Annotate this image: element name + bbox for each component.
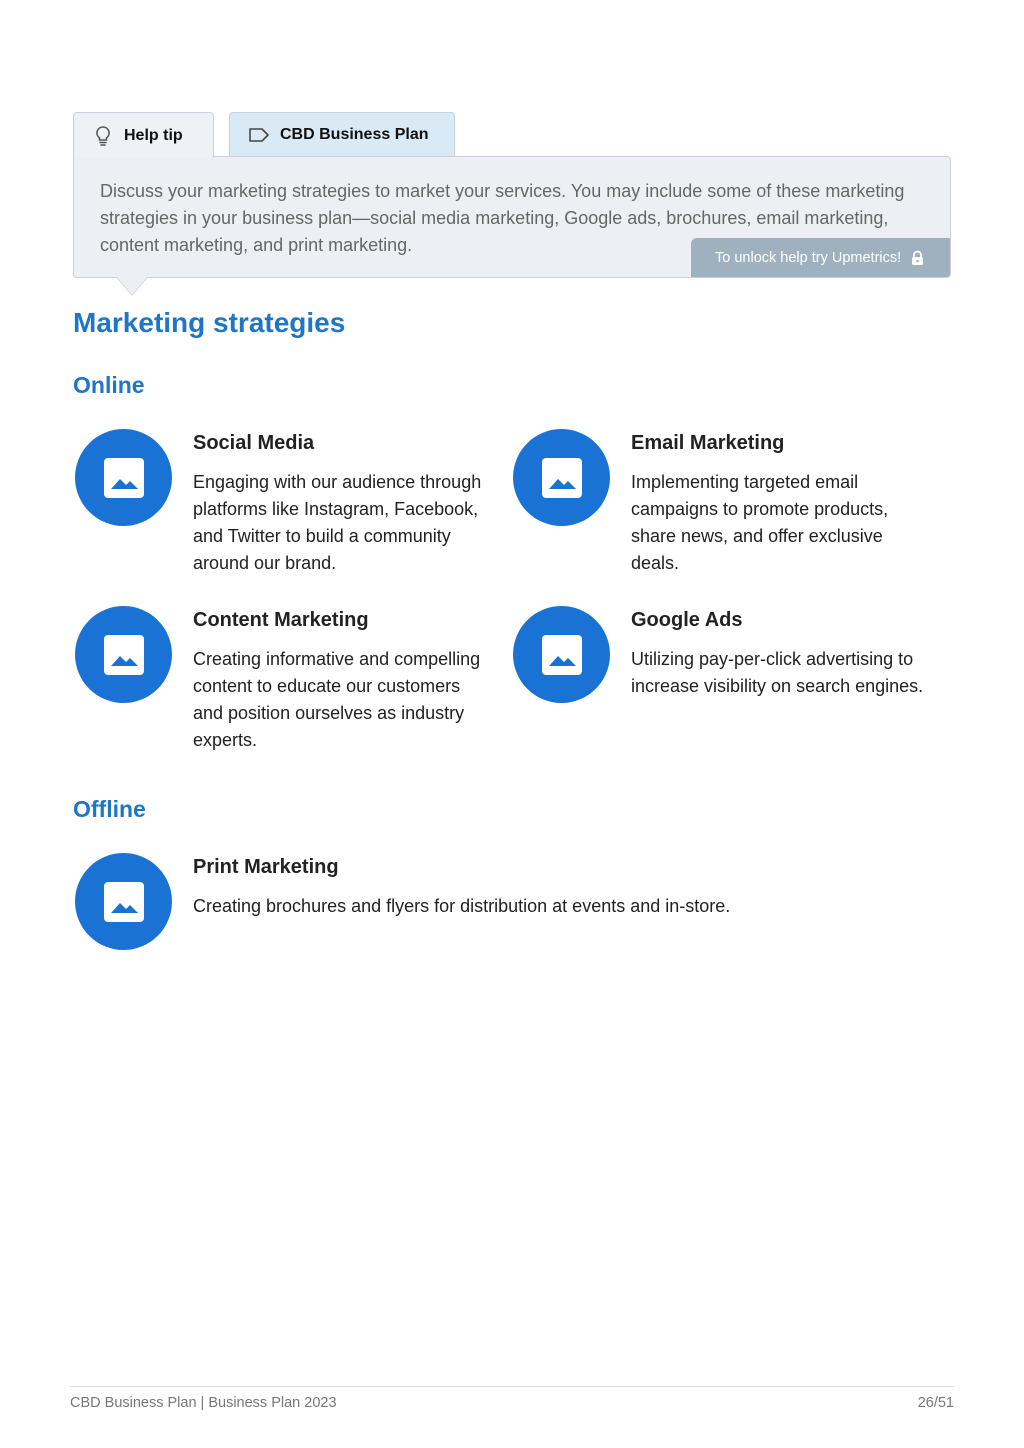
strategy-title: Email Marketing [631, 432, 785, 454]
lock-icon [911, 250, 924, 266]
unlock-help-label: To unlock help try Upmetrics! [715, 249, 902, 266]
strategy-title: Print Marketing [193, 856, 339, 878]
tab-help-tip-label: Help tip [124, 126, 183, 144]
tab-cbd-business-plan[interactable] [229, 112, 455, 157]
footer-divider [70, 1386, 954, 1387]
section-heading-offline: Offline [73, 796, 146, 822]
page-title: Marketing strategies [73, 307, 346, 338]
image-placeholder-icon [75, 853, 172, 950]
help-tip-panel [73, 156, 951, 278]
strategy-description: Engaging with our audience through platforms like Instagram, Facebook, and Twitter to build a community around our brand. [193, 472, 482, 573]
strategy-title: Social Media [193, 432, 315, 454]
strategy-description: Implementing targeted email campaigns to promote products, share news, and offer exclusive deals. [631, 472, 889, 573]
strategy-description: Creating brochures and flyers for distribution at events and in-store. [193, 896, 731, 916]
help-tip-text: Discuss your marketing strategies to market your services. You may include some of these marketing strategies in your business plan—social media marketing, Google ads, brochures, email marketing, content marketing, and print marketing. [100, 181, 905, 255]
footer-page-number: 26/51 [917, 1395, 954, 1411]
image-placeholder-icon [75, 606, 172, 703]
image-placeholder-icon [513, 429, 610, 526]
tag-icon [248, 124, 270, 146]
strategy-title: Google Ads [631, 609, 743, 631]
tab-help-tip[interactable] [73, 112, 214, 158]
strategy-title: Content Marketing [193, 609, 369, 631]
image-placeholder-icon [75, 429, 172, 526]
section-heading-online: Online [73, 372, 145, 398]
lightbulb-icon [92, 125, 114, 147]
tab-cbd-business-plan-label: CBD Business Plan [280, 126, 429, 143]
unlock-help-button[interactable] [691, 238, 950, 277]
strategy-description: Utilizing pay-per-click advertising to increase visibility on search engines. [631, 649, 924, 696]
image-placeholder-icon [513, 606, 610, 703]
strategy-description: Creating informative and compelling content to educate our customers and position ourselves as industry experts. [193, 649, 481, 750]
footer-document-title: CBD Business Plan | Business Plan 2023 [70, 1395, 337, 1411]
